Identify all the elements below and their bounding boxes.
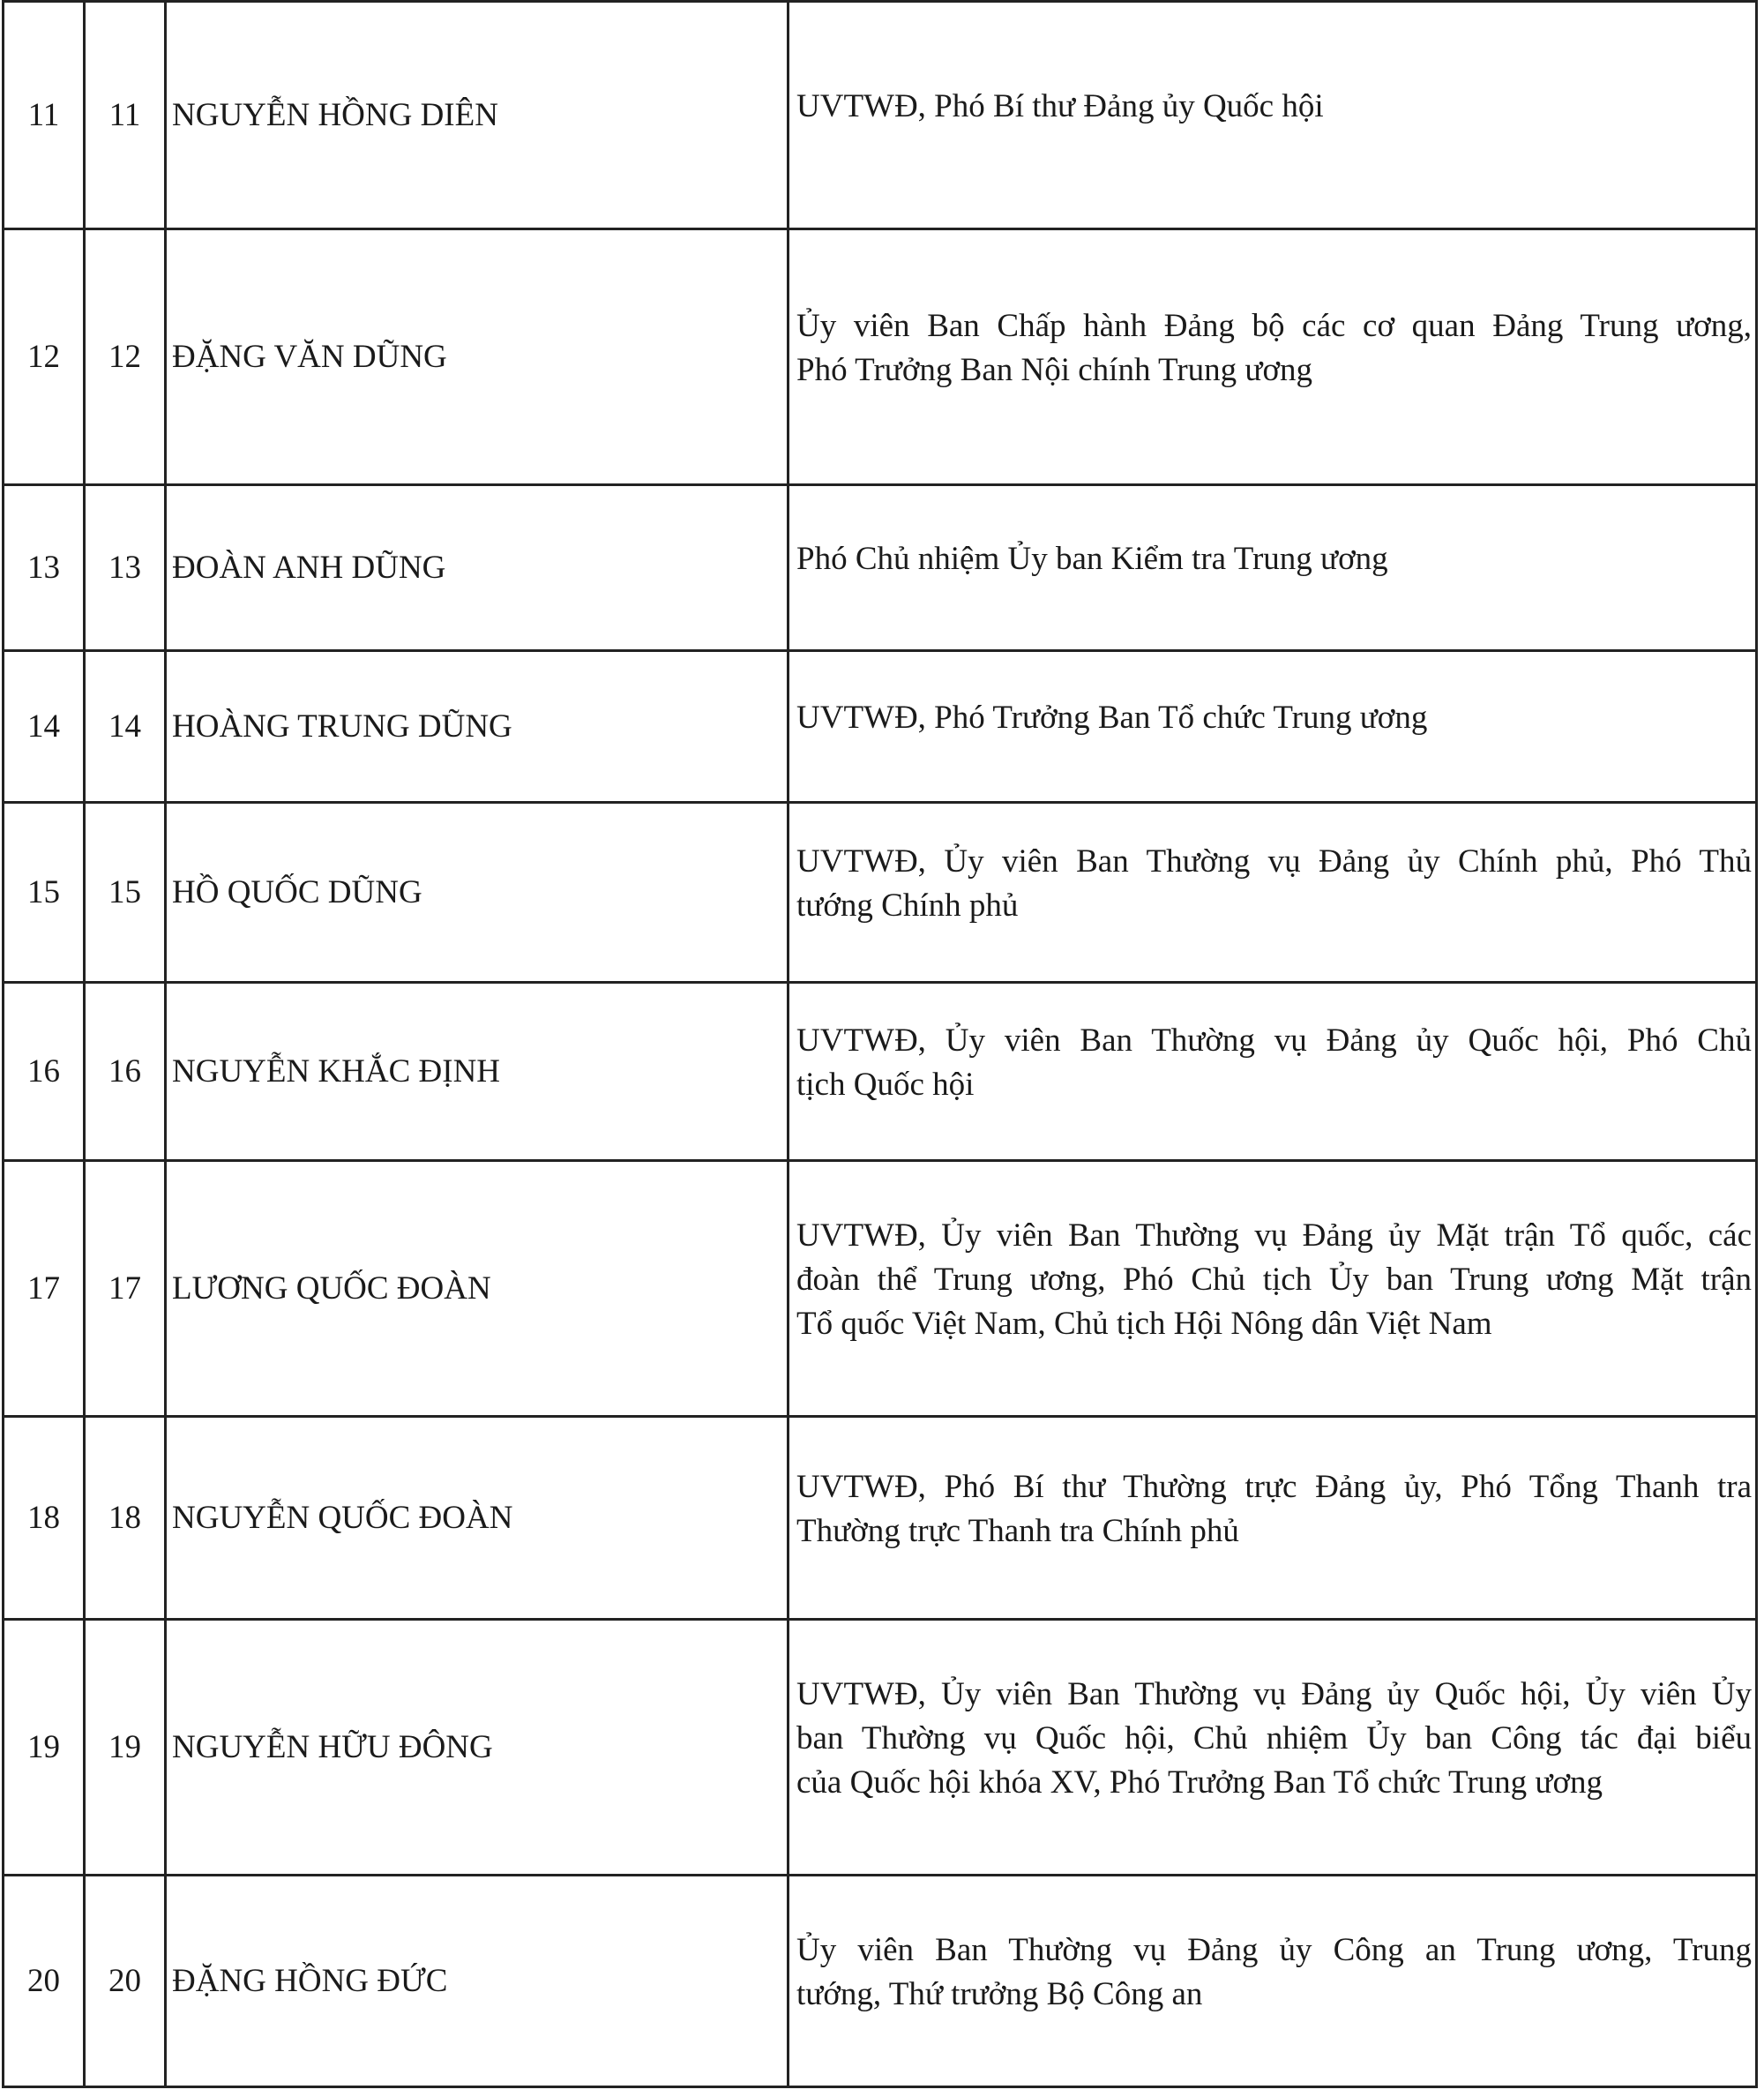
candidate-position (789, 803, 1757, 983)
candidate-position (789, 1161, 1757, 1417)
position-line: UVTWĐ, Ủy viên Ban Thường vụ Đảng ủy Chính phủ, Phó Thủ (796, 843, 1752, 880)
candidate-name: NGUYỄN HỒNG DIÊN (166, 2, 789, 229)
candidate-name: NGUYỄN HỮU ĐÔNG (166, 1620, 789, 1876)
position-line: UVTWĐ, Ủy viên Ban Thường vụ Đảng ủy Quốc hội, Phó Chủ (796, 1022, 1752, 1059)
candidate-position (789, 651, 1757, 803)
candidate-name: NGUYỄN KHẮC ĐỊNH (166, 983, 789, 1161)
candidate-number: 16 (85, 983, 166, 1161)
row-index: 12 (4, 229, 85, 485)
table-row (4, 1876, 1757, 2087)
candidate-number: 17 (85, 1161, 166, 1417)
candidate-position (789, 2, 1757, 229)
row-index: 19 (4, 1620, 85, 1876)
candidate-position (789, 1876, 1757, 2087)
position-line: Ủy viên Ban Chấp hành Đảng bộ các cơ quan Đảng Trung ương, (796, 307, 1752, 344)
position-line: Tổ quốc Việt Nam, Chủ tịch Hội Nông dân Việt Nam (796, 1305, 1492, 1342)
candidate-number: 13 (85, 485, 166, 651)
position-line: Thường trực Thanh tra Chính phủ (796, 1512, 1239, 1549)
position-line: tướng, Thứ trưởng Bộ Công an (796, 1975, 1203, 2012)
position-line: UVTWĐ, Phó Bí thư Đảng ủy Quốc hội (796, 87, 1324, 124)
candidate-table-body (4, 2, 1757, 2087)
position-line: tướng Chính phủ (796, 887, 1019, 924)
position-line: UVTWĐ, Phó Bí thư Thường trực Đảng ủy, Phó Tổng Thanh tra (796, 1468, 1752, 1505)
table-row (4, 803, 1757, 983)
candidate-number: 15 (85, 803, 166, 983)
candidate-number: 20 (85, 1876, 166, 2087)
table-row (4, 1161, 1757, 1417)
candidate-table (2, 0, 1758, 2088)
position-line: Phó Trưởng Ban Nội chính Trung ương (796, 351, 1313, 388)
candidate-number: 14 (85, 651, 166, 803)
position-line: Ủy viên Ban Thường vụ Đảng ủy Công an Trung ương, Trung (796, 1931, 1752, 1968)
table-row (4, 651, 1757, 803)
candidate-position (789, 983, 1757, 1161)
candidate-name: ĐOÀN ANH DŨNG (166, 485, 789, 651)
row-index: 15 (4, 803, 85, 983)
table-row (4, 229, 1757, 485)
candidate-name: HỒ QUỐC DŨNG (166, 803, 789, 983)
position-line: UVTWĐ, Ủy viên Ban Thường vụ Đảng ủy Mặt trận Tổ quốc, các (796, 1217, 1752, 1254)
candidate-number: 18 (85, 1417, 166, 1620)
position-line: ban Thường vụ Quốc hội, Chủ nhiệm Ủy ban Công tác đại biểu (796, 1719, 1752, 1756)
candidate-number: 19 (85, 1620, 166, 1876)
candidate-number: 11 (85, 2, 166, 229)
candidate-name: NGUYỄN QUỐC ĐOÀN (166, 1417, 789, 1620)
row-index: 20 (4, 1876, 85, 2087)
candidate-position (789, 485, 1757, 651)
candidate-name: ĐẶNG VĂN DŨNG (166, 229, 789, 485)
table-row (4, 2, 1757, 229)
row-index: 17 (4, 1161, 85, 1417)
table-row (4, 1620, 1757, 1876)
row-index: 11 (4, 2, 85, 229)
candidate-position (789, 1417, 1757, 1620)
table-row (4, 1417, 1757, 1620)
position-line: Phó Chủ nhiệm Ủy ban Kiểm tra Trung ương (796, 540, 1388, 577)
candidate-name: LƯƠNG QUỐC ĐOÀN (166, 1161, 789, 1417)
table-row (4, 983, 1757, 1161)
position-line: tịch Quốc hội (796, 1066, 975, 1103)
row-index: 16 (4, 983, 85, 1161)
candidate-name: HOÀNG TRUNG DŨNG (166, 651, 789, 803)
row-index: 13 (4, 485, 85, 651)
candidate-number: 12 (85, 229, 166, 485)
position-line: của Quốc hội khóa XV, Phó Trưởng Ban Tổ chức Trung ương (796, 1764, 1603, 1801)
candidate-position (789, 1620, 1757, 1876)
candidate-name: ĐẶNG HỒNG ĐỨC (166, 1876, 789, 2087)
position-line: UVTWĐ, Ủy viên Ban Thường vụ Đảng ủy Quốc hội, Ủy viên Ủy (796, 1675, 1752, 1712)
row-index: 14 (4, 651, 85, 803)
candidate-position (789, 229, 1757, 485)
table-row (4, 485, 1757, 651)
position-line: UVTWĐ, Phó Trưởng Ban Tổ chức Trung ương (796, 699, 1428, 736)
row-index: 18 (4, 1417, 85, 1620)
position-line: đoàn thể Trung ương, Phó Chủ tịch Ủy ban Trung ương Mặt trận (796, 1261, 1752, 1298)
